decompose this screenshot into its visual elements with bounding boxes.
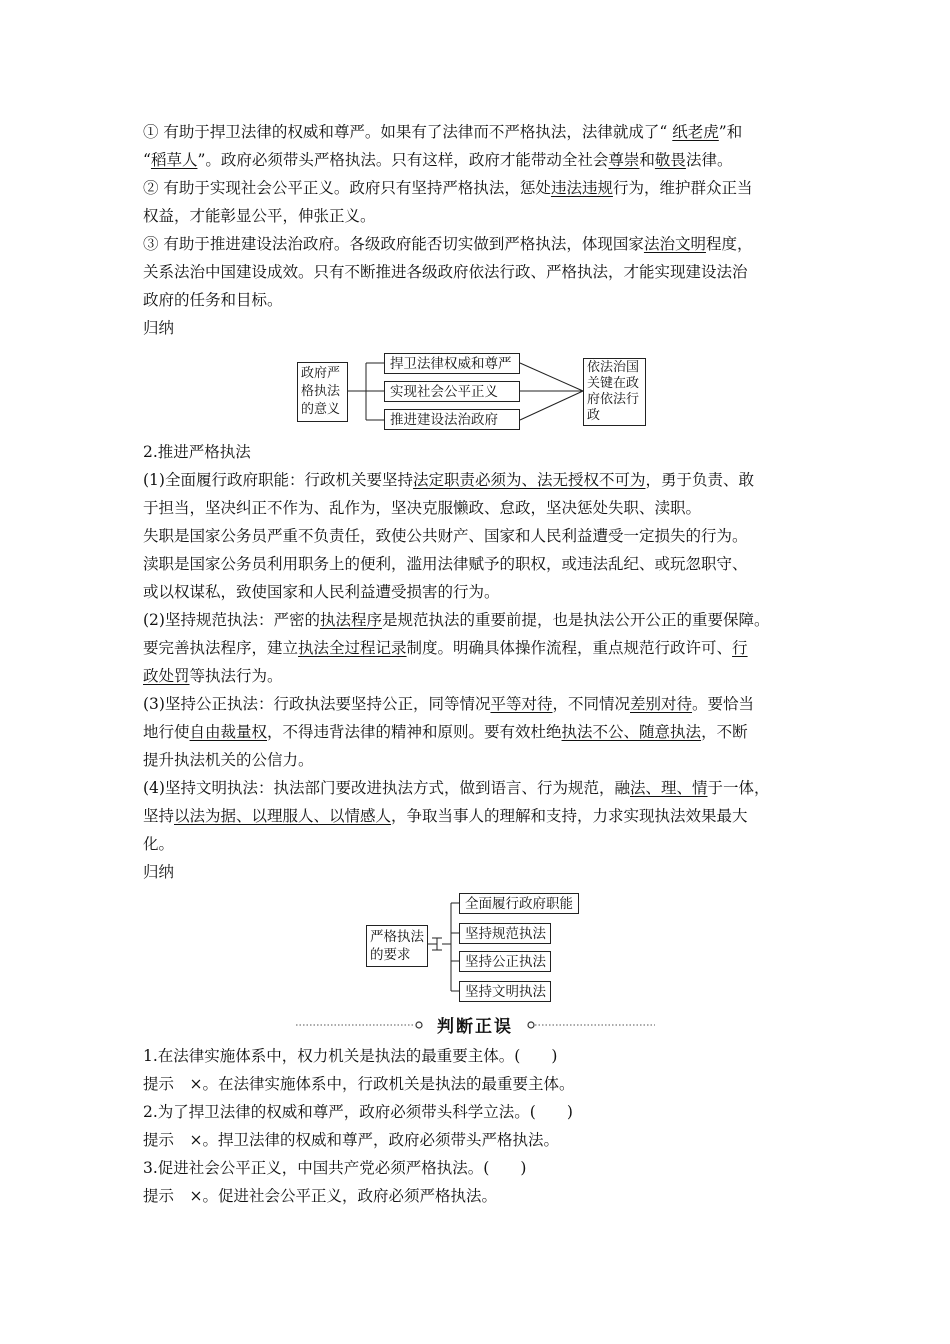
text: 。要恰当: [692, 695, 755, 713]
text: 制度。明确具体操作流程，重点规范行政许可、: [406, 639, 733, 657]
text: 等执法行为。: [189, 667, 283, 685]
text: ① 有助于捍卫法律的权威和尊严。如果有了法律而不严格执法，法律就成了“: [143, 123, 673, 141]
underlined-term: 执法全过程记录: [298, 639, 407, 657]
text: ”和: [718, 123, 743, 141]
text: 要完善执法程序，建立: [143, 639, 299, 657]
text: (4)坚持文明执法：执法部门要改进执法方式，做到语言、行为规范，融: [143, 779, 630, 797]
text: 法律。: [685, 151, 733, 169]
underlined-term: 稻草人: [150, 151, 198, 169]
judge-section-title: 判断正误: [437, 1017, 513, 1037]
underlined-term: 敬畏: [654, 151, 686, 169]
summary-label: 归纳: [143, 863, 175, 881]
text: (2)坚持规范执法：严密的: [143, 611, 320, 629]
item1-line4: 渎职是国家公务员利用职务上的便利，滥用法律赋予的职权，或违法乱纪、或玩忽职守、: [143, 555, 748, 573]
judge-answer: 提示 ×。捍卫法律的权威和尊严，政府必须带头严格执法。: [143, 1131, 559, 1149]
para3-line3: 政府的任务和目标。: [143, 291, 283, 309]
judge-answer: 提示 ×。在法律实施体系中，行政机关是执法的最重要主体。: [143, 1075, 575, 1093]
underlined-term: 政处罚: [143, 667, 190, 685]
underlined-term: 以法为据、以理服人、以情感人: [174, 807, 392, 825]
text: 地行使: [143, 723, 190, 741]
diagram1-result-box: 依法治国关键在政府依法行政: [583, 358, 646, 426]
text: ”。政府必须带头严格执法。只有这样，政府才能带动全社会: [197, 151, 609, 169]
summary-label: 归纳: [143, 319, 175, 337]
underlined-term: 执法程序: [319, 611, 382, 629]
text: ，不同情况: [552, 695, 630, 713]
underlined-term: 平等对待: [490, 695, 553, 713]
underlined-term: 纸老虎: [672, 123, 719, 141]
text: ，争取当事人的理解和支持，力求实现执法效果最大: [391, 807, 748, 825]
para2-line2: 权益，才能彰显公平，伸张正义。: [143, 207, 376, 225]
judge-question: 2.为了捍卫法律的权威和尊严，政府必须带头科学立法。( ): [143, 1103, 573, 1121]
para3-line2: 关系法治中国建设成效。只有不断推进各级政府依法行政、严格执法，才能实现建设法治: [143, 263, 748, 281]
text: ，不得违背法律的精神和原则。要有效杜绝: [267, 723, 562, 741]
underlined-term: 违法违规: [550, 179, 613, 197]
underlined-term: 法定职责必须为、法无授权不可为: [412, 471, 646, 489]
judge-question: 1.在法律实施体系中，权力机关是执法的最重要主体。( ): [143, 1047, 558, 1065]
text: 程度，: [705, 235, 753, 253]
diagram1-item-box: 捍卫法律权威和尊严: [384, 353, 520, 374]
underlined-term: 差别对待: [630, 695, 693, 713]
item1-line3: 失职是国家公务员严重不负责任，致使公共财产、国家和人民利益遭受一定损失的行为。: [143, 527, 748, 545]
text: (3)坚持公正执法：行政执法要坚持公正，同等情况: [143, 695, 491, 713]
text: (1)全面履行政府职能：行政机关要坚持: [143, 471, 413, 489]
text: 和: [639, 151, 655, 169]
text: ② 有助于实现社会公平正义。政府只有坚持严格执法，惩处: [143, 179, 551, 197]
underlined-term: 尊崇: [608, 151, 640, 169]
item1-line2: 于担当，坚决纠正不作为、乱作为，坚决克服懒政、怠政，坚决惩处失职、渎职。: [143, 499, 702, 517]
text: “: [143, 151, 151, 169]
section-title: 2.推进严格执法: [143, 443, 251, 461]
diagram2-item-box: 全面履行政府职能: [459, 893, 579, 914]
item4-line3: 化。: [143, 835, 175, 853]
diagram1-item-box: 推进建设法治政府: [384, 409, 520, 430]
text: ③ 有助于推进建设法治政府。各级政府能否切实做到严格执法，体现国家: [143, 235, 644, 253]
underlined-term: 法、理、情: [629, 779, 708, 797]
underlined-term: 行: [732, 639, 748, 657]
diagram1-root-box: 政府严格执法的意义: [297, 362, 348, 422]
diagram2-item-box: 坚持公正执法: [459, 951, 551, 972]
text: 是规范执法的重要前提，也是执法公开公正的重要保障。: [381, 611, 770, 629]
text: 坚持: [143, 807, 175, 825]
text: 于一体，: [707, 779, 770, 797]
underlined-term: 自由裁量权: [189, 723, 268, 741]
diagram2-item-box: 坚持规范执法: [459, 923, 551, 944]
underlined-term: 法治文明: [643, 235, 706, 253]
item3-line3: 提升执法机关的公信力。: [143, 751, 314, 769]
diagram2-root-box: 严格执法的要求: [366, 925, 428, 967]
text: 行为，维护群众正当: [612, 179, 753, 197]
diagram2-item-box: 坚持文明执法: [459, 981, 551, 1002]
item1-line5: 或以权谋私，致使国家和人民利益遭受损害的行为。: [143, 583, 500, 601]
judge-question: 3.促进社会公平正义，中国共产党必须严格执法。( ): [143, 1159, 527, 1177]
text: ，勇于负责、敢: [645, 471, 754, 489]
judge-answer: 提示 ×。促进社会公平正义，政府必须严格执法。: [143, 1187, 497, 1205]
underlined-term: 执法不公、随意执法: [561, 723, 702, 741]
text: ，不断: [701, 723, 748, 741]
diagram1-item-box: 实现社会公平正义: [384, 381, 520, 402]
